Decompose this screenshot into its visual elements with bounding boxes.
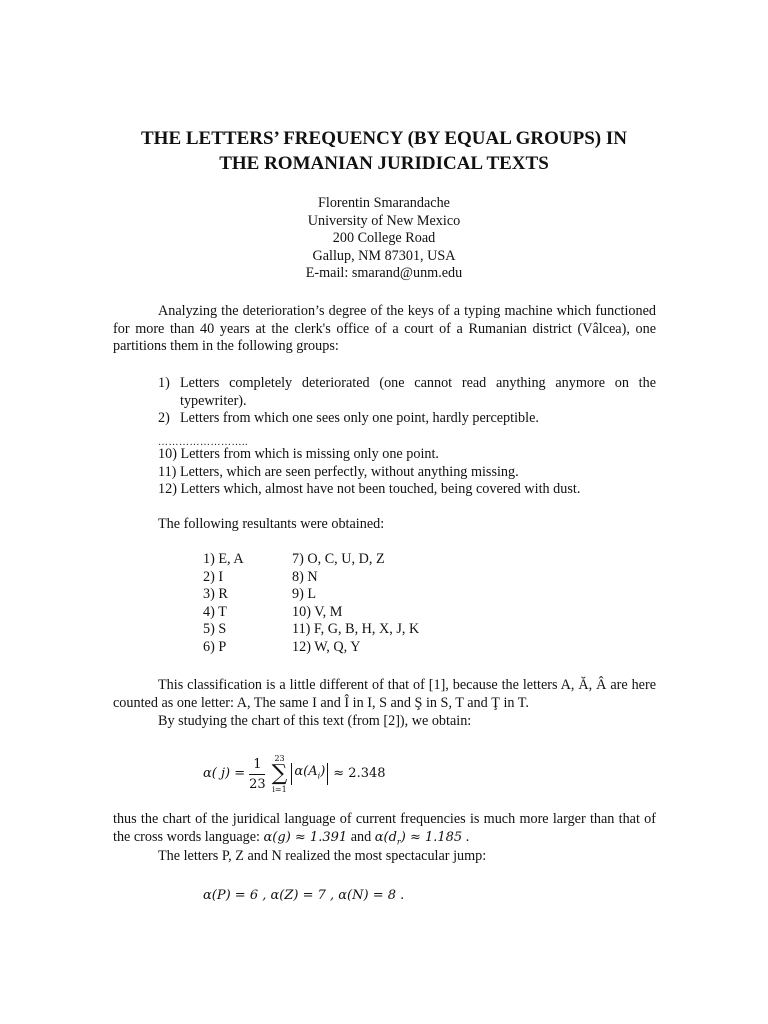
- comparison-end: .: [465, 828, 470, 845]
- comparison-text: thus the chart of the juridical language of current frequencies is much more larger than that of the cross words language:: [113, 811, 656, 845]
- list-item: [158, 481, 656, 499]
- list-item-number: 1): [158, 375, 170, 391]
- list-item-text: Letters from which one sees only one point, hardly perceptible.: [180, 410, 539, 427]
- sum-lower-limit: i=1: [272, 785, 287, 794]
- list-item: [158, 375, 656, 410]
- list-item: [158, 446, 656, 464]
- math-alpha-dr-rest: ) ≈ 1.185: [400, 829, 463, 845]
- group-cell: 3) R: [203, 586, 228, 603]
- abs-close: ): [320, 763, 326, 779]
- results-intro: The following resultants were obtained:: [158, 516, 385, 532]
- classification-paragraph: This classification is a little different of that of [1], because the letters A, Ă, Â are here counted as one letter: A, The same I and Î in I, S and Ş in S, T and Ţ in T.: [113, 677, 656, 711]
- list-item-text: Letters completely deteriorated (one cannot read anything anymore on the typewriter).: [180, 375, 656, 409]
- list-item-number: 12): [158, 481, 177, 498]
- paper-title: [0, 126, 768, 176]
- intro-paragraph: Analyzing the deterioration’s degree of the keys of a typing machine which functioned for more than 40 years at the clerk's office of a court of a Rumanian district (Vâlcea), one partitions them in the following groups:: [113, 303, 656, 355]
- group-cell: 5) S: [203, 621, 227, 638]
- list-item-number: 10): [158, 446, 177, 462]
- formula-lhs: α( j) =: [203, 766, 246, 782]
- group-cell: 1) E, A: [203, 551, 244, 567]
- author-address-2: Gallup, NM 87301, USA: [312, 247, 456, 264]
- ellipsis-separator: ……………………..: [158, 437, 248, 448]
- author-email: E-mail: smarand@unm.edu: [305, 265, 463, 282]
- list-item-text: Letters which, almost have not been touched, being covered with dust.: [180, 481, 581, 498]
- group-cell: 8) N: [292, 568, 318, 585]
- abs-content: α(A: [294, 763, 318, 779]
- jump-paragraph: The letters P, Z and N realized the most spectacular jump:: [158, 848, 487, 864]
- group-cell: 2) I: [203, 568, 224, 585]
- formula-fraction: [249, 757, 266, 792]
- list-item-number: 2): [158, 410, 170, 427]
- table-row: [203, 621, 503, 639]
- comparison-and: and: [350, 828, 372, 845]
- group-cell: 12) W, Q, Y: [292, 638, 361, 655]
- letter-groups-table: [203, 551, 503, 657]
- group-cell: 4) T: [203, 603, 227, 620]
- math-alpha-g: α(g) ≈ 1.391: [263, 829, 348, 845]
- author-address-1: 200 College Road: [332, 230, 436, 247]
- groups-list-1: [158, 375, 656, 428]
- groups-list-2: [158, 446, 656, 499]
- math-alpha-dr-sub: r: [396, 837, 401, 847]
- author-block: [0, 195, 768, 283]
- author-name: Florentin Smarandache: [318, 195, 450, 211]
- title-line-1: THE LETTERS’ FREQUENCY (BY EQUAL GROUPS) IN: [141, 128, 627, 149]
- sum-upper-limit: 23: [274, 754, 285, 763]
- list-item: [158, 410, 656, 428]
- table-row: [203, 586, 503, 604]
- list-item-number: 11): [158, 463, 177, 480]
- comparison-paragraph: [113, 811, 656, 851]
- title-line-2: THE ROMANIAN JURIDICAL TEXTS: [219, 153, 549, 174]
- author-affiliation: University of New Mexico: [307, 212, 461, 229]
- math-alpha-dr-main: α(d: [374, 829, 397, 845]
- chart-intro: By studying the chart of this text (from [2]), we obtain:: [158, 713, 472, 729]
- table-row: [203, 569, 503, 587]
- group-cell: 9) L: [292, 586, 317, 603]
- list-item-text: Letters, which are seen perfectly, without anything missing.: [179, 463, 519, 480]
- formula-result: ≈ 2.348: [333, 766, 386, 782]
- table-row: [203, 604, 503, 622]
- jump-formula: α(P) = 6 , α(Z) = 7 , α(N) = 8 .: [203, 888, 405, 903]
- abs-subscript: i: [317, 771, 321, 781]
- table-row: [203, 551, 503, 569]
- sigma-icon: ∑: [271, 761, 288, 786]
- absolute-value: [291, 763, 328, 785]
- fraction-bar: [249, 774, 265, 775]
- summation-symbol: [272, 754, 288, 794]
- group-cell: 10) V, M: [292, 603, 343, 620]
- fraction-numerator: 1: [253, 756, 262, 772]
- group-cell: 7) O, C, U, D, Z: [292, 551, 385, 567]
- fraction-denominator: 23: [249, 776, 266, 792]
- average-formula: [203, 750, 386, 798]
- group-cell: 11) F, G, B, H, X, J, K: [292, 621, 420, 638]
- math-alpha-dr: [375, 830, 462, 845]
- group-cell: 6) P: [203, 638, 227, 655]
- list-item: [158, 464, 656, 482]
- list-item-text: Letters from which is missing only one point.: [180, 446, 439, 462]
- table-row: [203, 639, 503, 657]
